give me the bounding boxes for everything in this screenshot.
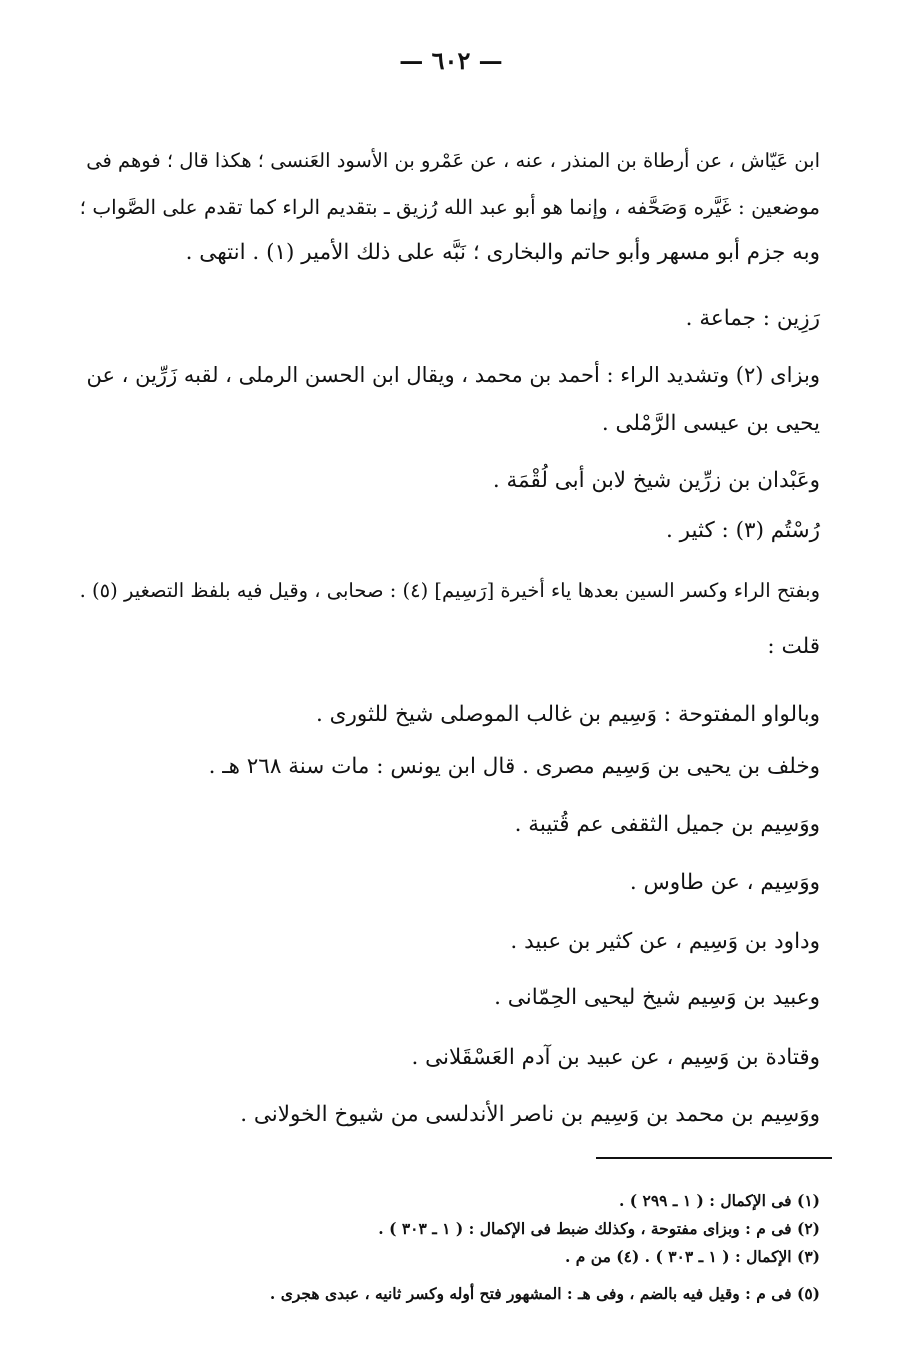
body-line: وقتادة بن وَسِيم ، عن عبيد بن آدم العَسْقَلانى . (411, 1045, 820, 1070)
body-line: رَزِين : جماعة . (685, 306, 820, 331)
body-line: وبزاى (٢) وتشديد الراء : أحمد بن محمد ، ويقال ابن الحسن الرملى ، لقبه زَرِّين ، عن (86, 363, 820, 387)
page-number: — ٦٠٢ — (399, 46, 503, 75)
body-line: وعبيد بن وَسِيم شيخ ليحيى الحِمّانى . (494, 985, 820, 1010)
body-line: موضعين : غَيَّره وَصَحَّفه ، وإنما هو أبو عبد الله رُزيق ـ بتقديم الراء كما تقدم على الصَّواب ؛ (79, 195, 820, 219)
body-line: رُسْتُم (٣) : كثير . (665, 518, 820, 543)
footnote: (٥) فى م : وقيل فيه بالضم ، وفى هـ : المشهور فتح أوله وكسر ثانيه ، عبدى هجرى . (269, 1284, 820, 1303)
body-line: ووَسِيم بن محمد بن وَسِيم بن ناصر الأندلسى من شيوخ الخولانى . (240, 1102, 820, 1127)
body-line: قلت : (767, 634, 820, 659)
footnote-divider (596, 1157, 832, 1159)
footnote: (٢) فى م : وبزاى مفتوحة ، وكذلك ضبط فى الإكمال : ( ١ ـ ٣٠٣ ) . (378, 1219, 820, 1238)
footnote: (٣) الإكمال : ( ١ ـ ٣٠٣ ) . (٤) من م . (565, 1247, 820, 1266)
body-line: وبالواو المفتوحة : وَسِيم بن غالب الموصلى شيخ للثورى . (316, 702, 820, 727)
body-line: وبفتح الراء وكسر السين بعدها ياء أخيرة [رَسِيم] (٤) : صحابى ، وقيل فيه بلفظ التصغير (٥) . (79, 579, 820, 602)
body-line: ووَسِيم ، عن طاوس . (629, 870, 820, 895)
body-line: وخلف بن يحيى بن وَسِيم مصرى . قال ابن يونس : مات سنة ٢٦٨ هـ . (208, 754, 820, 779)
body-line: ووَسِيم بن جميل الثقفى عم قُتيبة . (514, 812, 820, 837)
body-line: ابن عَيّاش ، عن أرطاة بن المنذر ، عنه ، عن عَمْرو بن الأسود العَنسى ؛ هكذا قال ؛ فوهم فى (86, 149, 820, 172)
body-line: وداود بن وَسِيم ، عن كثير بن عبيد . (510, 929, 820, 954)
footnote: (١) فى الإكمال : ( ١ ـ ٢٩٩ ) . (618, 1191, 820, 1210)
body-line: يحيى بن عيسى الرَّمْلى . (601, 411, 820, 436)
body-line: وعَبْدان بن زرِّين شيخ لابن أبى لُقْمَة . (492, 468, 820, 493)
body-line: وبه جزم أبو مسهر وأبو حاتم والبخارى ؛ نَبَّه على ذلك الأمير (١) . انتهى . (185, 240, 820, 265)
